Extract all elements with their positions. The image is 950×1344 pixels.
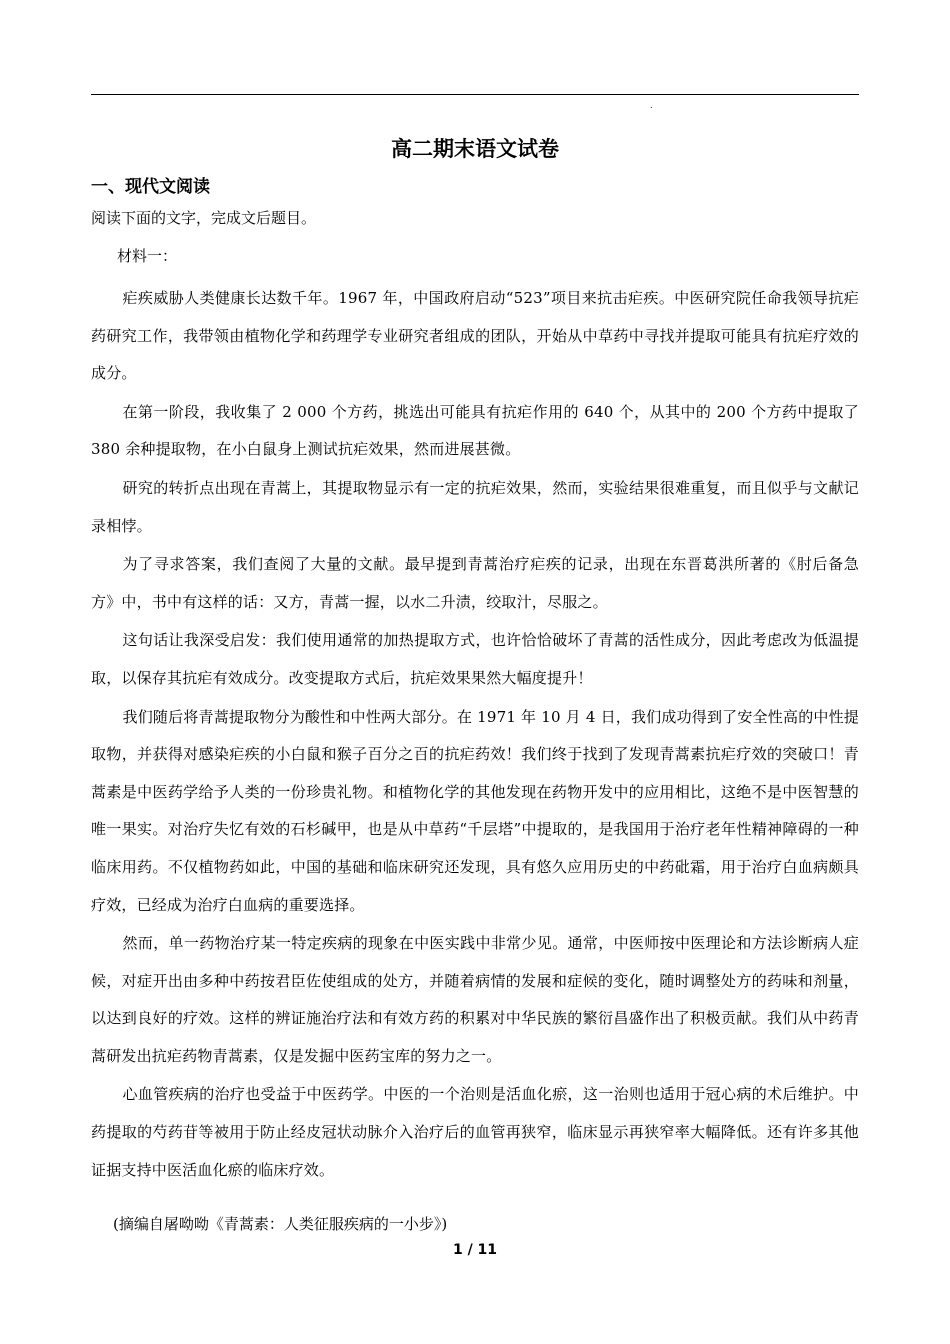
article-paragraph: 心血管疾病的治疗也受益于中医药学。中医的一个治则是活血化瘀，这一治则也适用于冠心病的术后维护。中药提取的芍药苷等被用于防止经皮冠状动脉介入治疗后的血管再狭窄，临床显示再狭窄率大幅降低。还有许多其他证据支持中医活血化瘀的临床疗效。 (91, 1085, 859, 1179)
article-paragraph: 我们随后将青蒿提取物分为酸性和中性两大部分。在 1971 年 10 月 4 日，我们成功得到了安全性高的中性提取物，并获得对感染疟疾的小白鼠和猴子百分之百的抗疟药效！我们终于找到了发现青蒿素抗疟疗效的突破口！青蒿素是中医药学给予人类的一份珍贵礼物。和植物化学的其他发现在药物开发中的应用相比，这绝不是中医智慧的唯一果实。对治疗失忆有效的石杉碱甲，也是从中草药“千层塔”中提取的，是我国用于治疗老年性精神障碍的一种临床用药。不仅植物药如此，中国的基础和临床研究还发现，具有悠久应用历史的中药砒霜，用于治疗白血病颇具疗效，已经成为治疗白血病的重要选择。 (91, 707, 859, 914)
article-source: (摘编自屠呦呦《青蒿素：人类征服疾病的一小步》) (113, 1215, 448, 1233)
article-body (91, 280, 859, 1190)
article-paragraph: 研究的转折点出现在青蒿上，其提取物显示有一定的抗疟效果，然而，实验结果很难重复，而且似乎与文献记录相悖。 (91, 478, 859, 535)
page-number: 1 / 11 (452, 1242, 498, 1258)
page-title: 高二期末语文试卷 (391, 137, 559, 161)
article-paragraph: 为了寻求答案，我们查阅了大量的文献。最早提到青蒿治疗疟疾的记录，出现在东晋葛洪所著的《肘后备急方》中，书中有这样的话：又方，青蒿一握，以水二升渍，绞取汁，尽服之。 (91, 555, 859, 611)
article-paragraph: 然而，单一药物治疗某一特定疾病的现象在中医实践中非常少见。通常，中医师按中医理论和方法诊断病人症候，对症开出由多种中药按君臣佐使组成的处方，并随着病情的发展和症候的变化，随时调整处方的药味和剂量，以达到良好的疗效。这样的辨证施治疗法和有效方药的积累对中华民族的繁衍昌盛作出了积极贡献。我们从中药青蒿研发出抗疟药物青蒿素，仅是发掘中医药宝库的努力之一。 (91, 934, 859, 1065)
header-rule (91, 94, 859, 95)
reading-instruction: 阅读下面的文字，完成文后题目。 (91, 209, 317, 227)
article-paragraph: 在第一阶段，我收集了 2 000 个方药，挑选出可能具有抗疟作用的 640 个，从其中的 200 个方药中提取了 380 余种提取物，在小白鼠身上测试抗疟效果，然而进展甚微。 (91, 402, 859, 459)
header-mark: . (650, 101, 653, 110)
section-heading: 一、现代文阅读 (91, 177, 210, 197)
article-paragraph: 疟疾威胁人类健康长达数千年。1967 年，中国政府启动“523”项目来抗击疟疾。中医研究院任命我领导抗疟药研究工作，我带领由植物化学和药理学专业研究者组成的团队，开始从中草药中寻找并提取可能具有抗疟疗效的成分。 (91, 289, 859, 383)
article-paragraph: 这句话让我深受启发：我们使用通常的加热提取方式，也许恰恰破坏了青蒿的活性成分，因此考虑改为低温提取，以保存其抗疟有效成分。改变提取方式后，抗疟效果果然大幅度提升！ (91, 631, 859, 687)
material-label: 材料一： (117, 247, 178, 265)
